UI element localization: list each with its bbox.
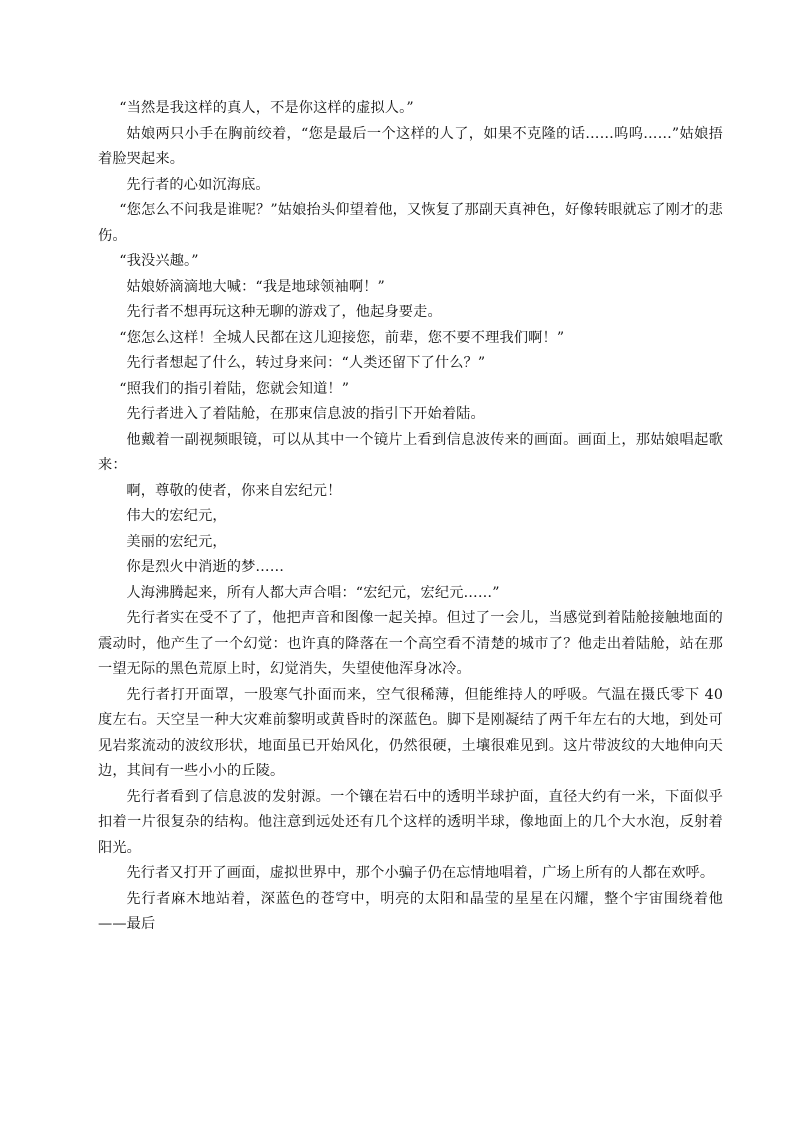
paragraph-6: 姑娘娇滴滴地大喊：“我是地球领袖啊！” [126,278,385,295]
paragraph-18: 先行者实在受不了了，他把声音和图像一起关掉。但过了一会儿，当感觉到着陆舱接触地面的震动时，他产生了一个幻觉：也许真的降落在一个高空看不清楚的城市了？他走出着陆舱，站在那一望无际的黑色荒原上时，幻觉消失，失望使他浑身冰冷。 [98,610,723,677]
document-body [98,96,723,938]
paragraph-9: 先行者想起了什么，转过身来问：“人类还留下了什么？” [126,355,486,371]
paragraph-20: 先行者看到了信息波的发射源。一个镶在岩石中的透明半球护面，直径大约有一米，下面似乎扣着一片很复杂的结构。他注意到远处还有几个这样的透明半球，像地面上的几个大水泡，反射着阳光。 [98,788,723,856]
song-line-2: 伟大的宏纪元， [126,508,227,524]
paragraph-10: “照我们的指引着陆，您就会知道！” [119,380,350,397]
paragraph-7: 先行者不想再玩这种无聊的游戏了，他起身要走。 [126,304,442,320]
paragraph-17: 人海沸腾起来，所有人都大声合唱：“宏纪元，宏纪元……” [126,584,500,601]
song-line-4: 你是烈火中消逝的梦…… [126,559,285,575]
paragraph-19: 先行者打开面罩，一股寒气扑面而来，空气很稀薄，但能维持人的呼吸。气温在摄氏零下 40 度左右。天空呈一种大灾难前黎明或黄昏时的深蓝色。脚下是刚凝结了两千年左右的大地，到处可见岩浆流动的波纹形状，地面虽已开始风化，仍然很硬，土壤很难见到。这片带波纹的大地伸向天边，其间有一些小小的丘陵。 [98,686,723,779]
paragraph-22: 先行者麻木地站着，深蓝色的苍穹中，明亮的太阳和晶莹的星星在闪耀，整个宇宙围绕着他——最后 [98,890,723,932]
paragraph-4: “您怎么不问我是谁呢？”姑娘抬头仰望着他，又恢复了那副天真神色，好像转眼就忘了刚才的悲伤。 [98,202,723,244]
paragraph-1: “当然是我这样的真人，不是你这样的虚拟人。” [119,100,414,116]
paragraph-2: 姑娘两只小手在胸前绞着，“您是最后一个这样的人了，如果不克隆的话……呜呜……”姑娘捂着脸哭起来。 [98,125,723,167]
paragraph-8: “您怎么这样！全城人民都在这儿迎接您，前辈，您不要不理我们啊！” [119,329,565,346]
paragraph-11: 先行者进入了着陆舱，在那束信息波的指引下开始着陆。 [126,406,485,422]
paragraph-21: 先行者又打开了画面，虚拟世界中，那个小骗子仍在忘情地唱着，广场上所有的人都在欢呼。 [126,865,715,881]
paragraph-12: 他戴着一副视频眼镜，可以从其中一个镜片上看到信息波传来的画面。画面上，那姑娘唱起歌来： [98,431,723,473]
song-line-3: 美丽的宏纪元， [126,533,227,550]
paragraph-5: “我没兴趣。” [119,253,199,269]
song-line-1: 啊，尊敬的使者，你来自宏纪元！ [126,482,342,499]
paragraph-3: 先行者的心如沉海底。 [126,176,270,193]
